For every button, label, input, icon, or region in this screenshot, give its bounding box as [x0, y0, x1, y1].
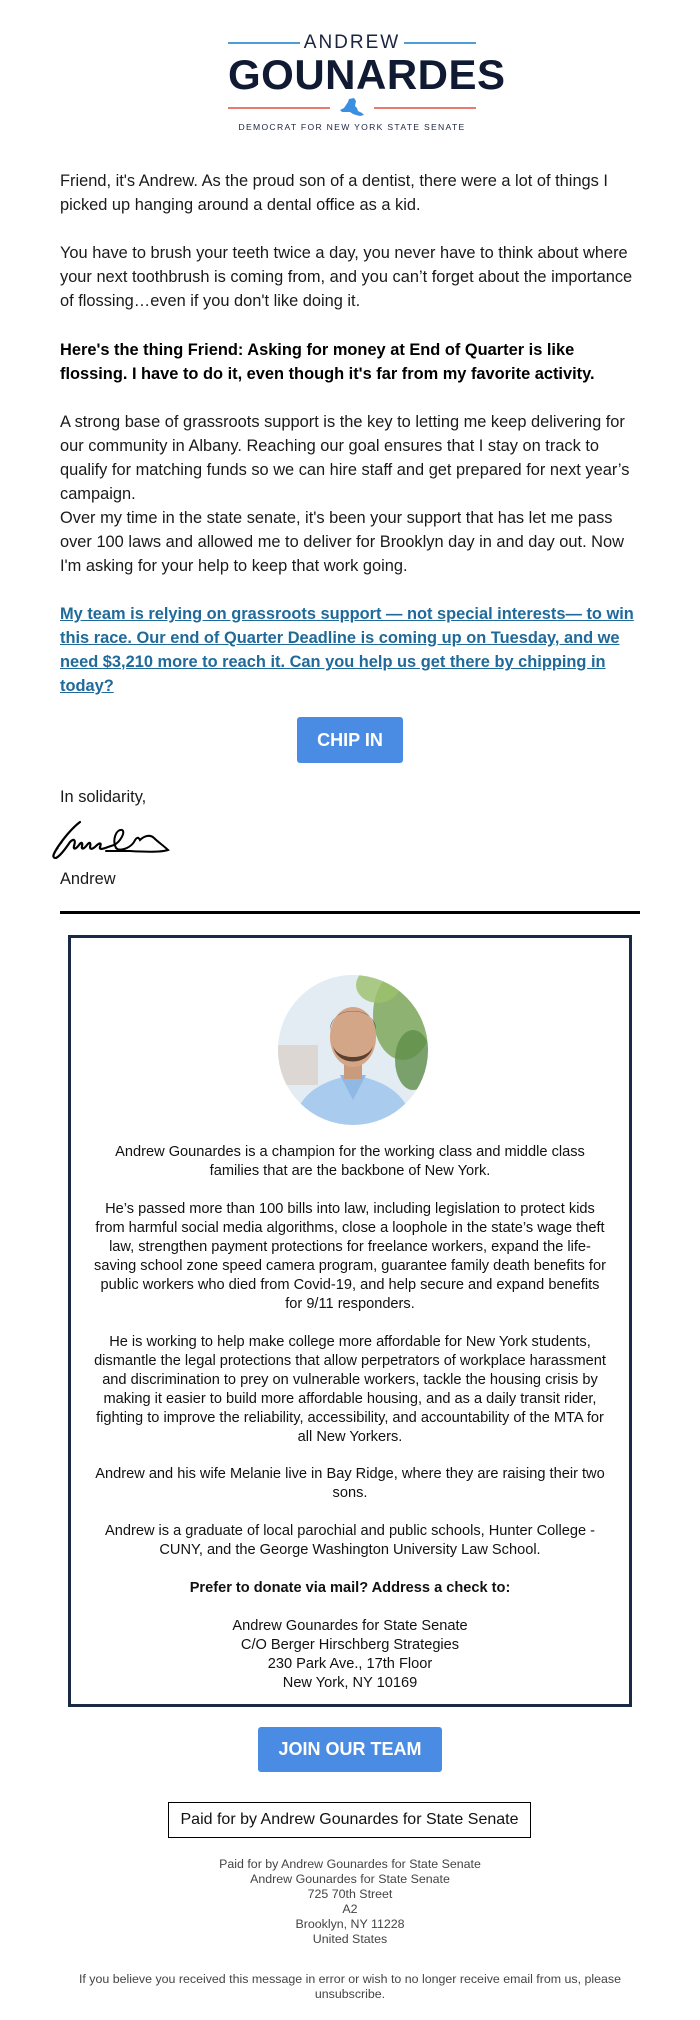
logo-divider-red-left: [228, 107, 330, 109]
letter-paragraph-record: Over my time in the state senate, it's been your support that has let me pass over 100 laws and allowed me to deliver for Brooklyn day in and day out. Now I'm asking for your help to keep that work going.: [60, 509, 624, 575]
paid-for-disclaimer-box: Paid for by Andrew Gounardes for State Senate: [168, 1802, 531, 1838]
mail-address-line: 230 Park Ave., 17th Floor: [267, 1656, 433, 1672]
bio-paragraph-education: Andrew is a graduate of local parochial and public schools, Hunter College - CUNY, and the George Washington University Law School.: [105, 1523, 595, 1558]
new-york-state-icon: [340, 98, 364, 118]
footer-line: Andrew Gounardes for State Senate: [250, 1872, 450, 1886]
chip-in-button[interactable]: CHIP IN: [297, 717, 403, 763]
letter-paragraph-flossing-bold: Here's the thing Friend: Asking for money at End of Quarter is like flossing. I have to do it, even though it's far from my favorite activity.: [60, 341, 595, 383]
donate-cta-link[interactable]: My team is relying on grassroots support — not special interests— to win this race. Our end of Quarter Deadline is coming up on Tuesday, and we need $3,210 more to reach it. Can you help us get there by chipping in today?: [60, 605, 634, 695]
mail-address: [91, 1617, 609, 1693]
mail-address-line: C/O Berger Hirschberg Strategies: [240, 1637, 460, 1653]
campaign-logo: [228, 30, 506, 138]
candidate-photo: [278, 975, 428, 1125]
logo-divider-blue-left: [228, 42, 300, 44]
closing-salutation: In solidarity,: [60, 788, 147, 806]
logo-divider-blue-right: [404, 42, 476, 44]
portrait-image: [278, 975, 428, 1125]
footer-line: 725 70th Street: [307, 1887, 393, 1901]
footer-address: [60, 1857, 640, 1947]
logo-last-name: GOUNARDES: [228, 51, 506, 98]
logo-tagline: DEMOCRAT FOR NEW YORK STATE SENATE: [238, 122, 466, 132]
logo-first-name: ANDREW: [303, 32, 401, 53]
footer-line: Brooklyn, NY 11228: [295, 1917, 405, 1931]
join-our-team-button[interactable]: JOIN OUR TEAM: [258, 1727, 442, 1772]
bio-paragraph-family: Andrew and his wife Melanie live in Bay Ridge, where they are raising their two sons.: [95, 1466, 605, 1501]
letter-paragraph-toothbrush: You have to brush your teeth twice a day, you never have to think about where your next toothbrush is coming from, and you can’t forget about the importance of flossing…even if you don't like doing it.: [60, 244, 633, 310]
signature-image: [50, 818, 172, 860]
footer-line: Paid for by Andrew Gounardes for State Senate: [219, 1857, 481, 1871]
bio-paragraph-champion: Andrew Gounardes is a champion for the working class and middle class families that are the backbone of New York.: [115, 1144, 585, 1179]
logo-divider-red-right: [374, 107, 476, 109]
mail-address-line: Andrew Gounardes for State Senate: [232, 1618, 468, 1634]
candidate-bio-box: [68, 935, 632, 1707]
letter-paragraph-grassroots: A strong base of grassroots support is the key to letting me keep delivering for our community in Albany. Reaching our goal ensures that I stay on track to qualify for matching funds so we can hire staff and get prepared for next year’s campaign.: [60, 413, 630, 503]
letter-paragraph-intro: Friend, it's Andrew. As the proud son of a dentist, there were a lot of things I picked up hanging around a dental office as a kid.: [60, 172, 608, 214]
signoff-name: Andrew: [60, 870, 116, 888]
footer-line: A2: [342, 1902, 358, 1916]
logo-state-row: [228, 98, 476, 118]
footer-line: United States: [312, 1932, 388, 1946]
bio-paragraph-bills: He’s passed more than 100 bills into law, including legislation to protect kids from harmful social media algorithms, close a loophole in the state’s wage theft law, strengthen payment protections for freelance workers, expand the life-saving school zone speed camera program, guarantee family death benefits for public workers who died from Covid-19, and help secure and expand benefits for 9/11 responders.: [94, 1201, 606, 1312]
unsubscribe-notice[interactable]: If you believe you received this message in error or wish to no longer receive email from us, please unsubscribe.: [78, 1972, 621, 2001]
bio-paragraph-working: He is working to help make college more affordable for New York students, dismantle the legal protections that allow perpetrators of workplace harassment and discrimination to prey on vulnerable workers, tackle the housing crisis by making it easier to build more affordable housing, and as a daily transit rider, fighting to improve the reliability, accessibility, and accountability of the MTA for all New Yorkers.: [94, 1334, 606, 1445]
section-divider: [60, 911, 640, 914]
mail-address-line: New York, NY 10169: [282, 1675, 418, 1691]
mail-donation-heading: Prefer to donate via mail? Address a check to:: [189, 1580, 511, 1596]
